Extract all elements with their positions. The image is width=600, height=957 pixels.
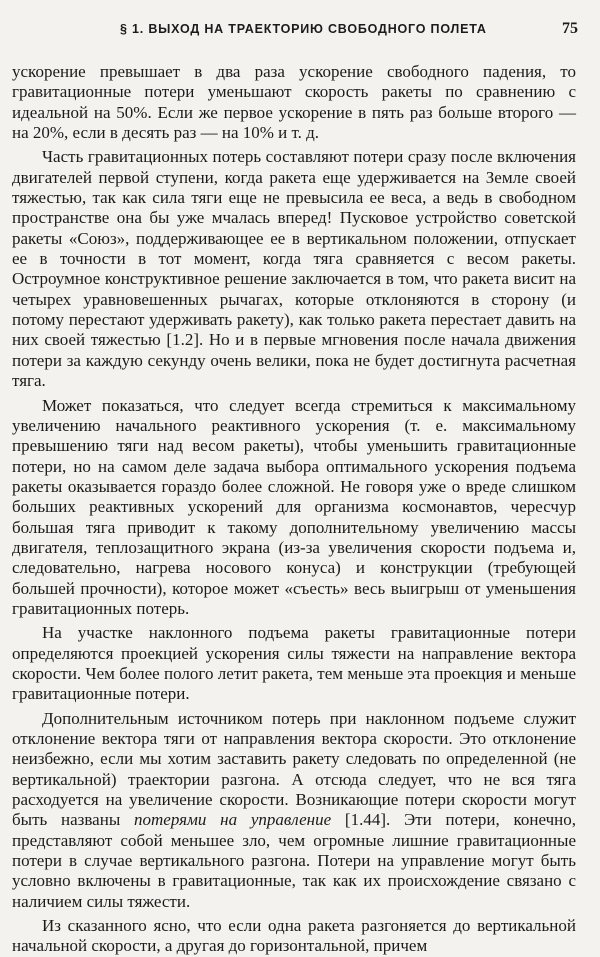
- paragraph-5-start: Дополнительным источником потерь при наклонном подъеме служит отклонение вектора тяги от направления вектора скорости. Это отклонение неизбежно, если мы хотим заставить ракету следовать по определенной (не вертикальной) траектории разгона. А отсюда следует, что не вся тяга расходуется на увеличение скорости. Возникающие потери скорости могут быть названы: [12, 708, 576, 830]
- italic-term: потерями на управление: [134, 810, 332, 830]
- running-head: [12, 22, 576, 50]
- paragraph-4: На участке наклонного подъема ракеты гравитационные потери определяются проекцией ускорения силы тяжести на направление вектора скорости. Чем более полого летит ракета, тем меньше эта проекция и меньше гравитационные потери.: [12, 623, 576, 704]
- paragraph-5: [12, 709, 576, 912]
- paragraph-5-end: [1.44]. Эти потери, конечно, представляют собой меньшее зло, чем огромные лишние гравитационные потери в случае вертикального разгона. Потери на управление могут быть условно включены в гравитационные, так как их происхождение связано с наличием силы тяжести.: [12, 810, 577, 911]
- paragraph-2: Часть гравитационных потерь составляют потери сразу после включения двигателей первой ступени, когда ракета еще удерживается на Земле своей тяжестью, так как сила тяги еще не превысила ее веса, а ведь в свободном пространстве она бы уже мчалась вперед! Пусковое устройство советской ракеты «Союз», поддерживающее ее в вертикальном положении, отпускает ее в точности в тот момент, когда тяга сравняется с весом ракеты. Остроумное конструктивное решение заключается в том, что ракета висит на четырех уравновешенных рычагах, которые отклоняются в сторону (и потому перестают удерживать ракету), как только ракета перестает давить на них своей тяжестью [1.2]. Но и в первые мгновения после начала движения потери за каждую секунду очень велики, пока не будет достигнута расчетная тяга.: [12, 147, 576, 391]
- body-text: [12, 62, 576, 957]
- paragraph-1: ускорение превышает в два раза ускорение свободного падения, то гравитационные потери уменьшают скорость ракеты по сравнению с идеальной на 50%. Если же первое ускорение в пять раз больше второго — на 20%, если в десять раз — на 10% и т. д.: [12, 62, 576, 143]
- section-title: § 1. ВЫХОД НА ТРАЕКТОРИЮ СВОБОДНОГО ПОЛЕТА: [120, 22, 487, 36]
- book-page: [12, 22, 576, 957]
- paragraph-3: Может показаться, что следует всегда стремиться к максимальному увеличению начального реактивного ускорения (т. е. максимальному превышению тяги над весом ракеты), чтобы уменьшить гравитационные потери, но на самом деле задача выбора оптимального ускорения подъема ракеты оказывается гораздо более сложной. Не говоря уже о вреде слишком больших реактивных ускорений для организма космонавтов, чересчур большая тяга приводит к такому дополнительному увеличению массы двигателя, теплозащитного экрана (из-за увеличения скорости подъема и, следовательно, нагрева носового конуса) и конструкции (требующей большей прочности), которое может «съесть» весь выигрыш от уменьшения гравитационных потерь.: [12, 395, 576, 618]
- paragraph-6: Из сказанного ясно, что если одна ракета разгоняется до вертикальной начальной скорости, а другая до горизонтальной, причем: [12, 916, 576, 956]
- page-number: 75: [562, 20, 578, 37]
